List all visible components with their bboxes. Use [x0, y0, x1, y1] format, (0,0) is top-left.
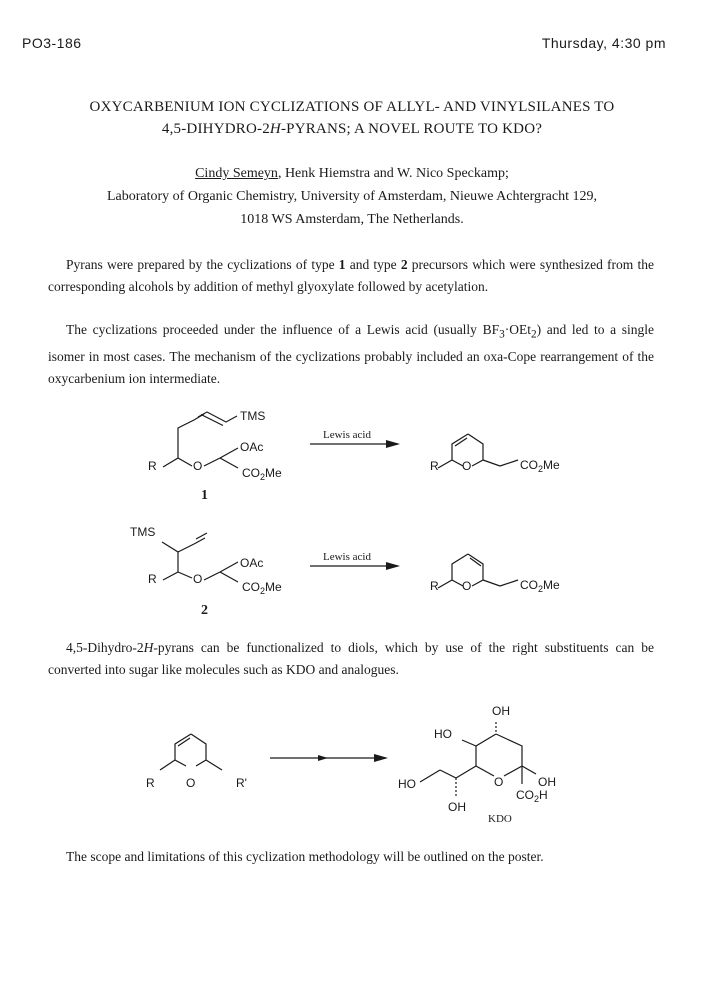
dihydropyran-structure: [146, 734, 247, 790]
ring-oxygen-label: O: [186, 776, 196, 790]
author-block: [40, 162, 664, 231]
affiliation-line-2: 1018 WS Amsterdam, The Netherlands.: [240, 212, 464, 227]
product-pyran-2: [430, 554, 560, 594]
r-prime-label: R': [236, 776, 247, 790]
r-label: R: [430, 579, 439, 593]
ring-oxygen-label: O: [462, 579, 472, 593]
text: Pyrans were prepared by the cyclizations of type: [66, 257, 339, 272]
paper-title: [40, 96, 664, 140]
r-label: R: [148, 459, 157, 473]
title-italic-h: H: [269, 121, 281, 137]
kdo-label: KDO: [488, 813, 512, 825]
ring-oxygen-label: O: [193, 572, 203, 586]
compound-number: 2: [400, 257, 408, 272]
title-line-1: OXYCARBENIUM ION CYCLIZATIONS OF ALLYL- AND VINYLSILANES TO: [89, 99, 615, 115]
text: ) and led to a single isomer in most cases. The mechanism of the cyclizations probably included an oxa-Cope rearrangement of the oxycarbenium ion intermediate.: [48, 322, 654, 386]
text: The cyclizations proceeded under the influence of a Lewis acid (usually BF: [66, 322, 500, 337]
compound-label-1: 1: [201, 488, 208, 503]
compound-label-2: 2: [201, 603, 208, 618]
oac-label: OAc: [240, 440, 264, 454]
co-authors: , Henk Hiemstra and W. Nico Speckamp;: [277, 166, 509, 181]
text: 4,5-Dihydro-2: [66, 640, 144, 655]
oh-label: OH: [492, 704, 510, 718]
ring-oxygen-label: O: [193, 459, 203, 473]
r-label: R: [146, 776, 155, 790]
title-part: 4,5-DIHYDRO-2: [161, 121, 270, 137]
text: -pyrans can be functionalized to diols, which by use of the right substituents can be converted into sugar like molecules such as KDO and analogues.: [48, 640, 654, 677]
reagent-label: Lewis acid: [323, 551, 371, 563]
ho-label: HO: [398, 777, 416, 791]
ring-oxygen-label: O: [494, 775, 504, 789]
abstract-code: PO3-186: [22, 35, 82, 51]
acid-label: $CO_2H$: [516, 788, 548, 804]
ester-label: $CO_2Me$: [242, 580, 282, 596]
tms-label: TMS: [130, 525, 156, 539]
session-time: Thursday, 4:30 pm: [541, 35, 666, 51]
oh-label: OH: [538, 775, 556, 789]
affiliation-line-1: Laboratory of Organic Chemistry, University of Amsterdam, Nieuwe Achtergracht 129,: [106, 189, 597, 204]
title-part: -PYRANS; A NOVEL ROUTE TO KDO?: [280, 121, 543, 137]
scheme-2: [0, 520, 704, 620]
r-label: R: [430, 459, 439, 473]
ester-label: $CO_2Me$: [520, 578, 560, 594]
paragraph-3: [48, 637, 654, 681]
author-line: [40, 162, 664, 185]
paragraph-1: [48, 254, 654, 298]
ho-label: HO: [434, 727, 452, 741]
reaction-arrow-3: [270, 754, 388, 762]
oh-label: OH: [448, 800, 466, 814]
paragraph-4: The scope and limitations of this cyclization methodology will be outlined on the poster.: [66, 849, 544, 864]
reaction-arrow-1: [310, 429, 400, 448]
oac-label: OAc: [240, 556, 264, 570]
ester-label: $CO_2Me$: [242, 466, 282, 482]
tms-label: TMS: [240, 409, 266, 423]
text: precursors which were synthesized from the corresponding alcohols by addition of methyl glyoxylate followed by acetylation.: [48, 257, 654, 294]
presenting-author: Cindy Semeyn: [195, 166, 278, 181]
subscript: 3: [499, 328, 505, 341]
italic-h: H: [143, 640, 154, 655]
product-pyran-1: [430, 434, 560, 474]
text: and type: [345, 257, 401, 272]
ring-oxygen-label: O: [462, 459, 472, 473]
scheme-3: [0, 700, 704, 830]
ester-label: $CO_2Me$: [520, 458, 560, 474]
text: ·OEt: [504, 322, 531, 337]
title-line-2: [40, 118, 664, 140]
paragraph-2: [48, 319, 654, 390]
precursor-2-structure: [130, 525, 282, 618]
precursor-1-structure: [148, 409, 282, 503]
compound-number: 1: [338, 257, 346, 272]
scheme-1: [0, 400, 704, 510]
kdo-structure: [398, 704, 556, 825]
reagent-label: Lewis acid: [323, 429, 371, 441]
subscript: 2: [530, 328, 537, 341]
reaction-arrow-2: [310, 551, 400, 570]
r-label: R: [148, 572, 157, 586]
